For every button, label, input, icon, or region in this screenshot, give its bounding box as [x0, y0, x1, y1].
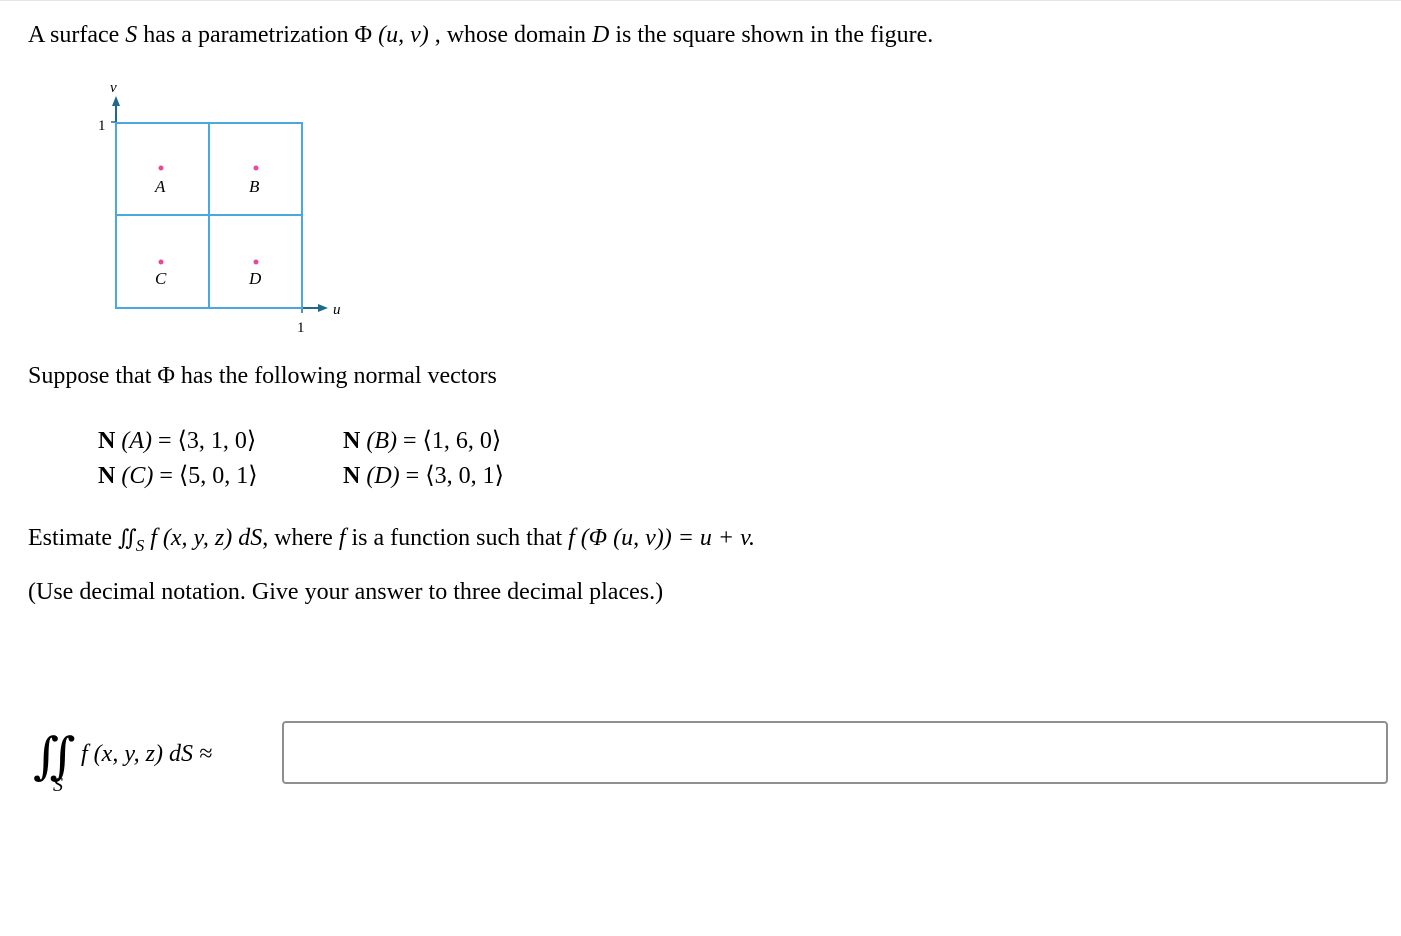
- normal-d: N (D) = ⟨3, 0, 1⟩: [343, 463, 504, 489]
- point-b-dot: [254, 166, 259, 171]
- answer-label: [33, 722, 263, 802]
- problem-intro: A surface S has a parametrization Φ (u, v) , whose domain D is the square shown in the figure.: [28, 22, 934, 48]
- point-d-dot: [254, 260, 259, 265]
- axis-v-label: v: [110, 80, 117, 96]
- domain-figure: [0, 0, 400, 350]
- normal-a: N (A) = ⟨3, 1, 0⟩: [98, 428, 257, 454]
- estimate-text: Estimate ∬ $_S$ f (x, y, z) dS, where f is a function such that f (Φ (u, v)) = u + v.: [28, 525, 755, 555]
- point-c-label: C: [155, 269, 167, 288]
- suppose-text: Suppose that Φ has the following normal vectors: [28, 363, 497, 389]
- integral-subscript: S: [53, 774, 63, 796]
- normal-c: N (C) = ⟨5, 0, 1⟩: [98, 463, 258, 489]
- normal-b: N (B) = ⟨1, 6, 0⟩: [343, 428, 502, 454]
- tick-u-label: 1: [297, 320, 305, 336]
- v-axis-arrow: [112, 96, 120, 106]
- answer-expression: f (x, y, z) dS ≈: [81, 741, 213, 767]
- instructions: (Use decimal notation. Give your answer to three decimal places.): [28, 579, 664, 605]
- integral-symbol: ∬: [33, 728, 54, 784]
- point-b-label: B: [249, 177, 260, 196]
- point-a-dot: [159, 166, 164, 171]
- u-axis-arrow: [318, 304, 328, 312]
- point-c-dot: [159, 260, 164, 265]
- axis-u-label: u: [333, 302, 341, 318]
- point-d-label: D: [249, 269, 262, 288]
- point-a-label: A: [155, 177, 166, 196]
- tick-v-label: 1: [98, 118, 106, 134]
- answer-input[interactable]: [282, 721, 1388, 784]
